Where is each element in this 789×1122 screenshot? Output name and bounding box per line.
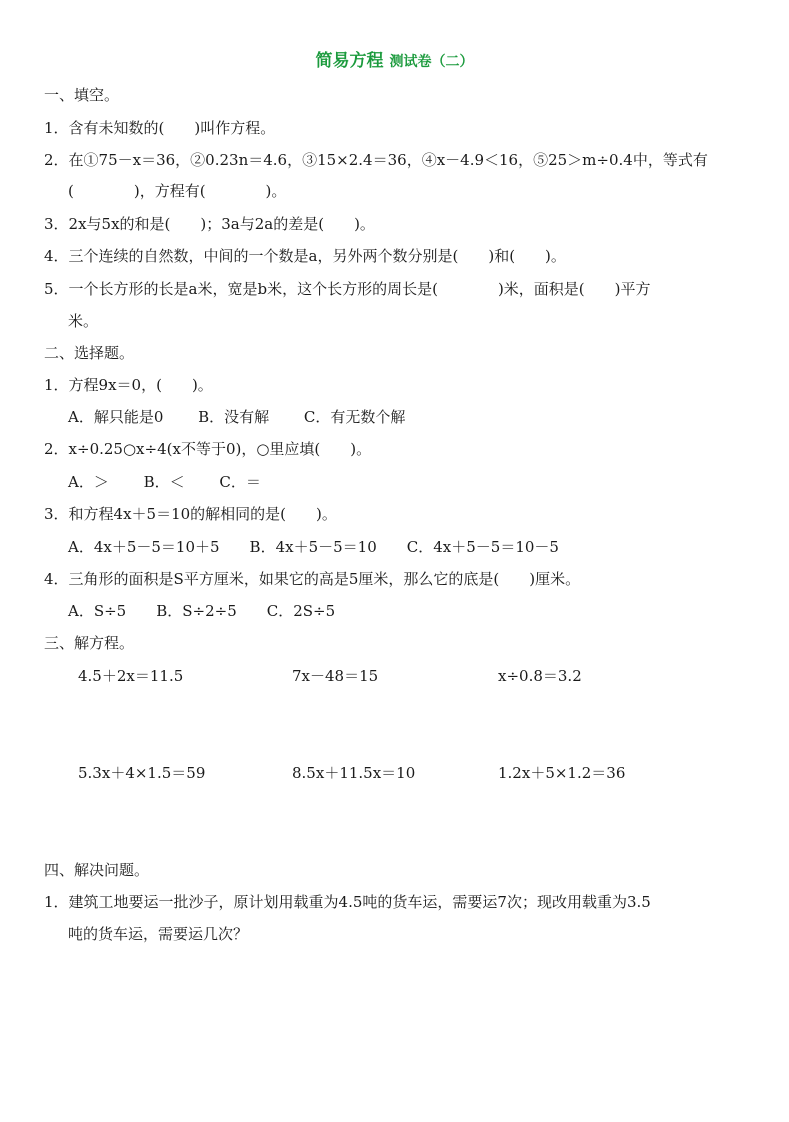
title-sub: 测试卷（二） (389, 54, 474, 70)
question-1-5-line1: 5．一个长方形的长是a米，宽是b米，这个长方形的周长是( )米，面积是( )平方 (44, 280, 651, 298)
question-4-1-line1: 1．建筑工地要运一批沙子，原计划用载重为4.5吨的货车运，需要运7次；现改用载重为3.5 (44, 893, 651, 911)
question-2-2-options: A．＞ B．＜ C．＝ (68, 473, 261, 491)
question-1-3: 3．2x与5x的和是( )；3a与2a的差是( )。 (44, 215, 375, 233)
equation-item: 5.3x＋4×1.5＝59 (78, 764, 206, 782)
section-heading-solve-equations: 三、解方程。 (44, 634, 135, 652)
question-4-1-line2: 吨的货车运，需要运几次？ (68, 925, 249, 943)
title-main: 简易方程 (315, 51, 384, 71)
equation-item: 7x－48＝15 (292, 667, 379, 685)
equation-item: x÷0.8＝3.2 (498, 667, 582, 685)
question-2-3: 3．和方程4x＋5＝10的解相同的是( )。 (44, 505, 337, 523)
question-2-4: 4．三角形的面积是S平方厘米，如果它的高是5厘米，那么它的底是( )厘米。 (44, 570, 581, 588)
equation-item: 8.5x＋11.5x＝10 (292, 764, 416, 782)
question-2-1-options: A．解只能是0 B．没有解 C．有无数个解 (68, 408, 406, 426)
section-heading-fill-blanks: 一、填空。 (44, 86, 120, 104)
question-1-2-line2: ( )，方程有( )。 (68, 182, 287, 200)
page-title (0, 46, 789, 71)
section-heading-word-problems: 四、解决问题。 (44, 861, 150, 879)
question-1-2-line1: 2．在①75－x＝36，②0.23n＝4.6，③15×2.4＝36，④x－4.9＜16，⑤25＞m÷0.4中，等式有 (44, 151, 708, 169)
question-1-1: 1．含有未知数的( )叫作方程。 (44, 119, 276, 137)
question-1-4: 4．三个连续的自然数，中间的一个数是a，另外两个数分别是( )和( )。 (44, 247, 566, 265)
question-2-3-options: A．4x＋5－5＝10＋5 B．4x＋5－5＝10 C．4x＋5－5＝10－5 (68, 538, 559, 556)
question-2-4-options: A．S÷5 B．S÷2÷5 C．2S÷5 (68, 602, 336, 620)
section-heading-choice: 二、选择题。 (44, 344, 135, 362)
question-2-2: 2．x÷0.25○x÷4(x不等于0)，○里应填( )。 (44, 440, 372, 458)
equation-item: 1.2x＋5×1.2＝36 (498, 764, 626, 782)
equation-item: 4.5＋2x＝11.5 (78, 667, 184, 685)
question-1-5-line2: 米。 (68, 312, 99, 330)
question-2-1: 1．方程9x＝0，( )。 (44, 376, 213, 394)
